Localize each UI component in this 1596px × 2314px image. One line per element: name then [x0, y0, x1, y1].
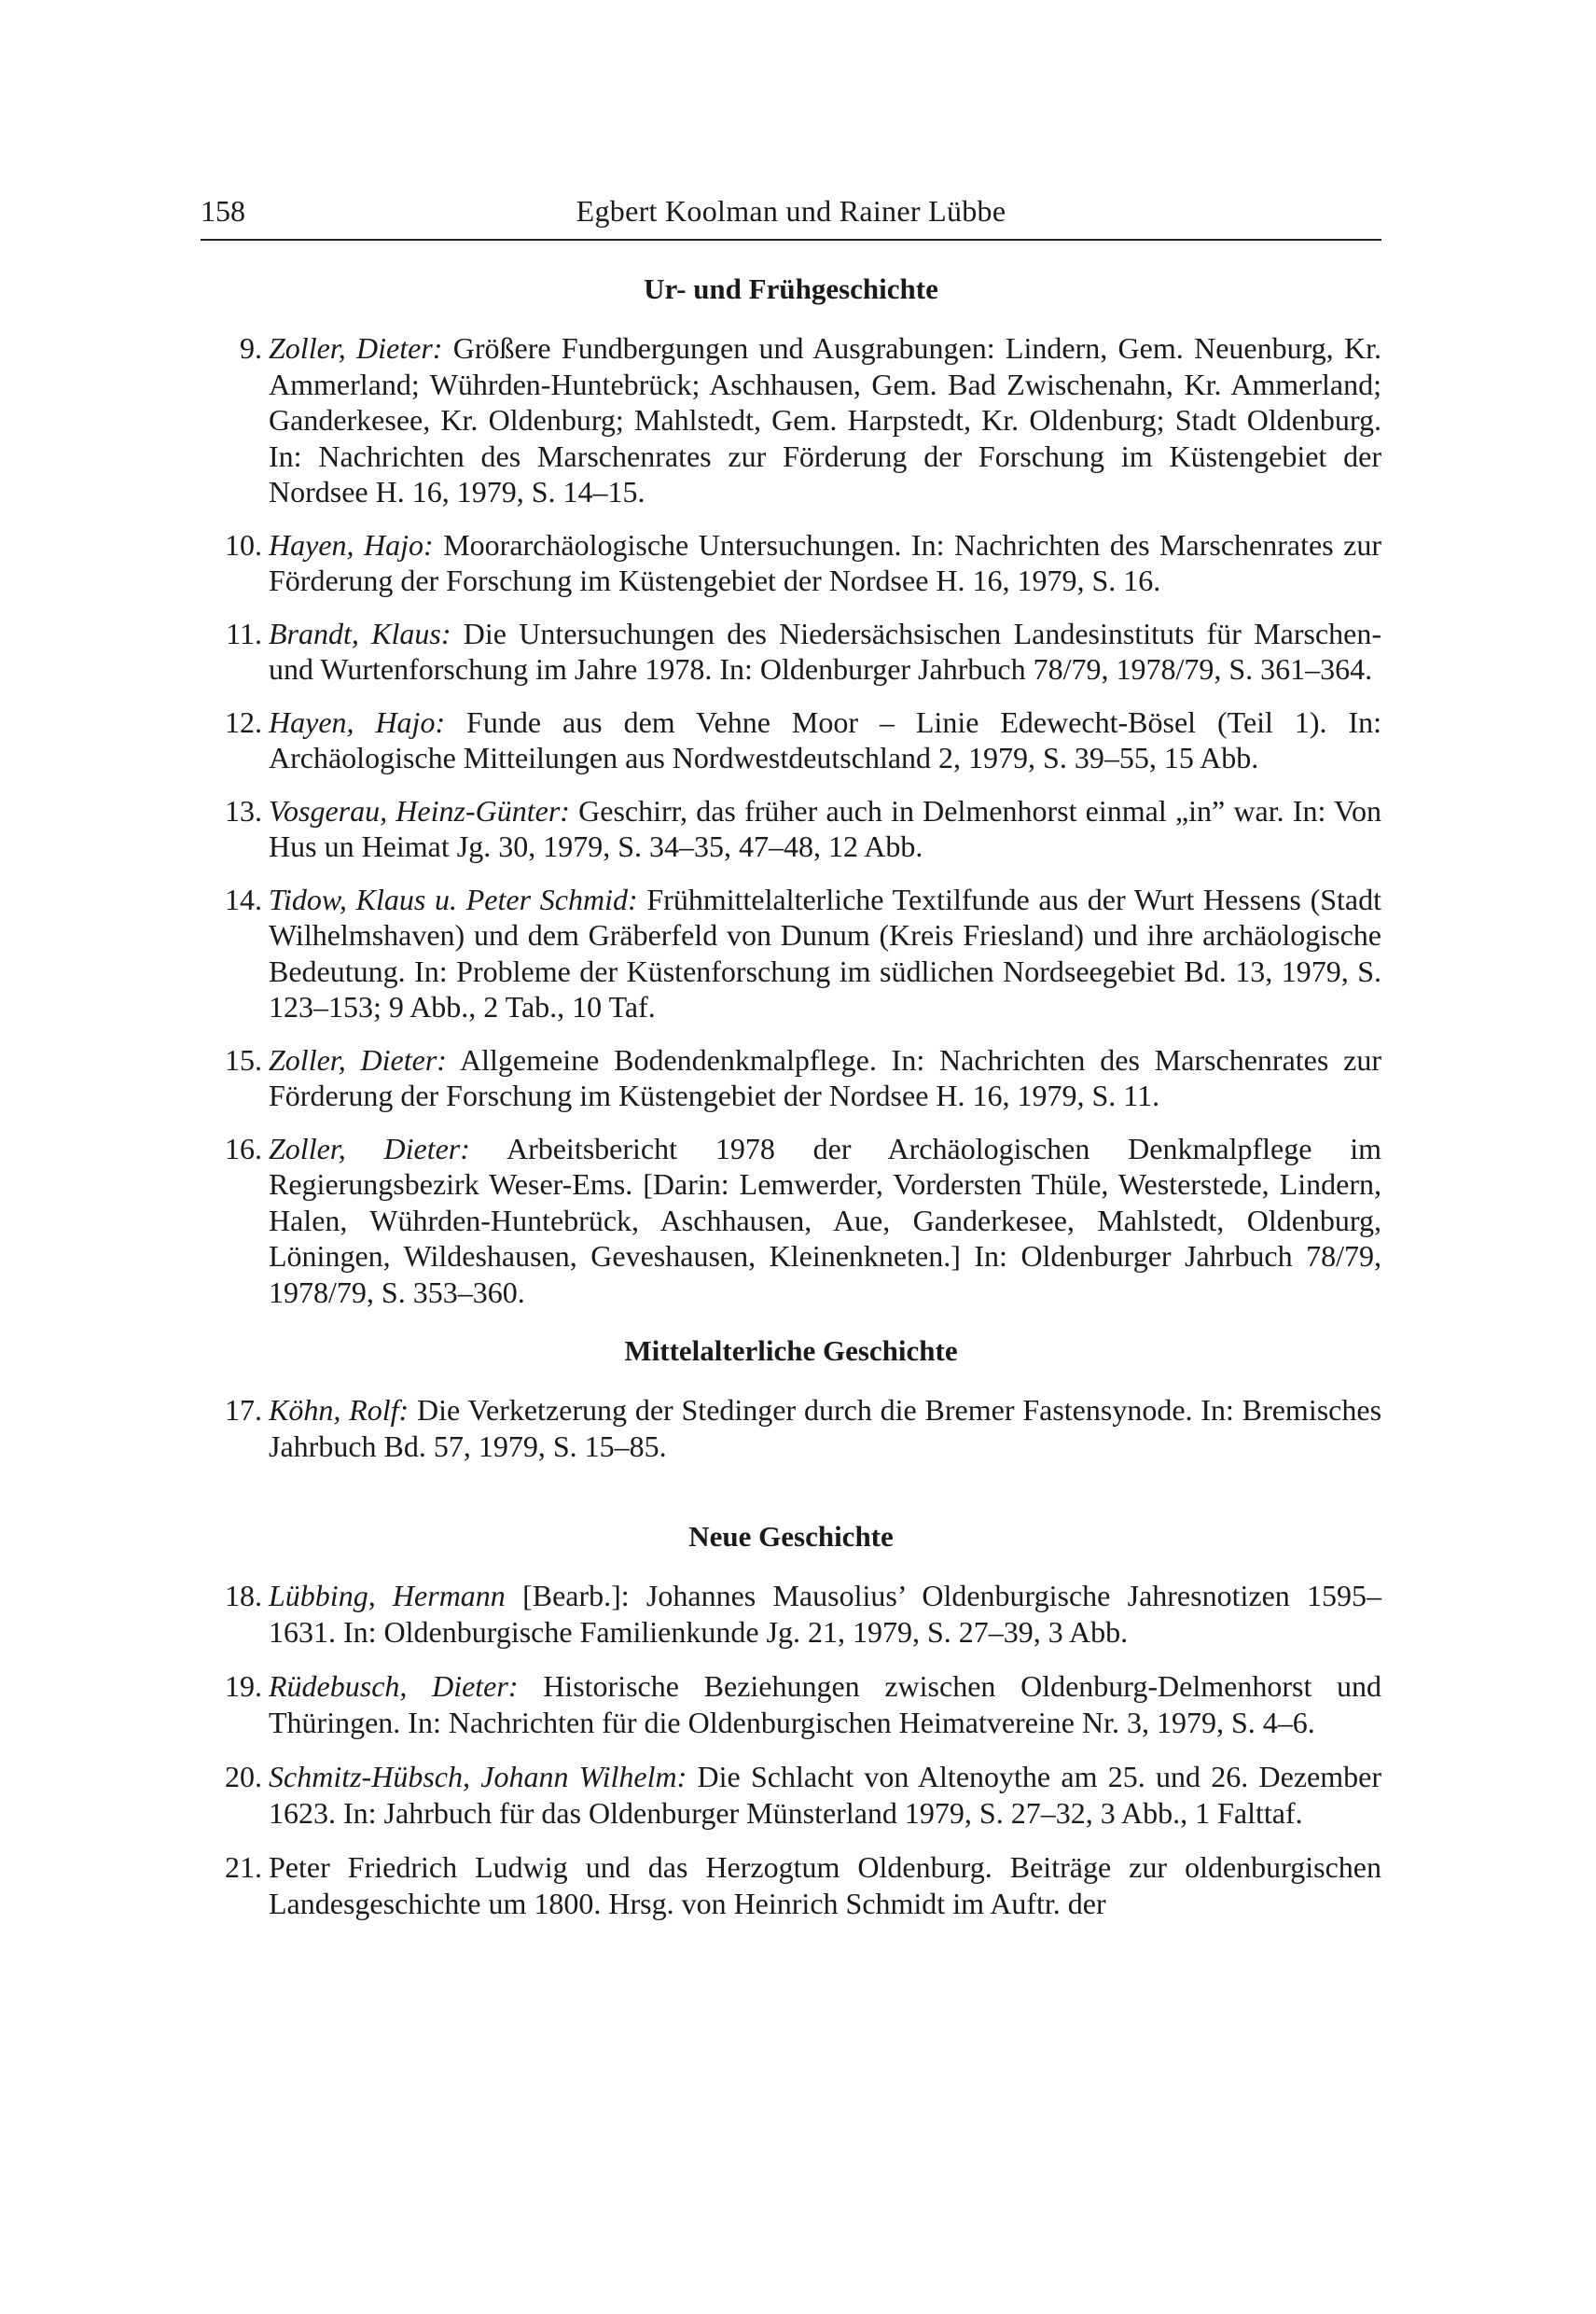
entry-text: Historische Beziehungen zwischen Oldenburg-Delmenhorst und Thüringen. In: Nachrichten für die Oldenburgischen Heimatvereine Nr. 3, 1979, S. 4–6. [269, 1669, 1382, 1739]
entry-author: Köhn, Rolf: [269, 1393, 409, 1427]
page-header [201, 192, 1381, 241]
bibliography-entry [201, 1042, 1381, 1114]
entry-author: Zoller, Dieter: [269, 1131, 470, 1165]
entry-number: 9. [240, 331, 262, 365]
entry-number: 17. [225, 1393, 262, 1427]
entry-text: Frühmittelalterliche Textilfunde aus der Wurt Hessens (Stadt Wilhelmshaven) und dem Gräberfeld von Dunum (Kreis Friesland) und ihre archäologische Bedeutung. In: Probleme der Küstenforschung im südlichen Nordseegebiet Bd. 13, 1979, S. 123–153; 9 Abb., 2 Tab., 10 Taf. [269, 882, 1382, 1024]
entry-author: Rüdebusch, Dieter: [269, 1669, 519, 1703]
bibliography-entry [201, 1668, 1381, 1740]
entry-author: Vosgerau, Heinz-Günter: [269, 793, 570, 828]
running-title: Egbert Koolman und Rainer Lübbe [576, 194, 1006, 228]
entry-text: Peter Friedrich Ludwig und das Herzogtum Oldenburg. Beiträge zur oldenburgischen Landesgeschichte um 1800. Hrsg. von Heinrich Schmidt im Auftr. der [269, 1850, 1381, 1920]
entry-text: Funde aus dem Vehne Moor – Linie Edewecht-Bösel (Teil 1). In: Archäologische Mitteilungen aus Nordwestdeutschland 2, 1979, S. 39–55, 15 Abb. [269, 704, 1382, 774]
entry-number: 13. [225, 793, 262, 828]
bibliography-entry [201, 1578, 1381, 1650]
entry-number: 14. [225, 882, 262, 916]
bibliography-entry [201, 330, 1381, 510]
bibliography-entry [201, 704, 1381, 776]
entry-number: 21. [225, 1850, 262, 1884]
entry-text: Allgemeine Bodendenkmalpflege. In: Nachrichten des Marschenrates zur Förderung der Forschung im Küstengebiet der Nordsee H. 16, 1979, S. 11. [269, 1042, 1382, 1112]
entry-text: Arbeitsbericht 1978 der Archäologischen Denkmalpflege im Regierungsbezirk Weser-Ems. [Darin: Lemwerder, Vordersten Thüle, Westerstede, Lindern, Halen, Wührden-Huntebrück, Aschhausen, Aue, Ganderkesee, Mahlstedt, Oldenburg, Löningen, Wildeshausen, Geveshausen, Kleinenkneten.] In: Oldenburger Jahrbuch 78/79, 1978/79, S. 353–360. [269, 1131, 1381, 1309]
entry-author: Zoller, Dieter: [269, 331, 443, 365]
entry-text: Größere Fundbergungen und Ausgrabungen: Lindern, Gem. Neuenburg, Kr. Ammerland; Wührden-Huntebrück; Aschhausen, Gem. Bad Zwischenahn, Kr. Ammerland; Ganderkesee, Kr. Oldenburg; Mahlstedt, Gem. Harpstedt, Kr. Oldenburg; Stadt Oldenburg. In: Nachrichten des Marschenrates zur Förderung der Forschung im Küstengebiet der Nordsee H. 16, 1979, S. 14–15. [269, 331, 1381, 509]
entry-number: 18. [225, 1579, 262, 1612]
entry-author: Tidow, Klaus u. Peter Schmid: [269, 882, 638, 916]
section-heading-medieval: Mittelalterliche Geschichte [624, 1334, 958, 1367]
entry-text: Die Untersuchungen des Niedersächsischen Landesinstituts für Marschen- und Wurtenforschung im Jahre 1978. In: Oldenburger Jahrbuch 78/79, 1978/79, S. 361–364. [269, 616, 1382, 686]
entry-author: Brandt, Klaus: [269, 616, 451, 650]
entry-number: 19. [225, 1669, 262, 1703]
entry-author: Hayen, Hajo: [269, 527, 434, 562]
entry-text: Die Verketzerung der Stedinger durch die Bremer Fastensynode. In: Bremisches Jahrbuch Bd. 57, 1979, S. 15–85. [269, 1393, 1382, 1463]
entry-author: Zoller, Dieter: [269, 1042, 447, 1077]
bibliography-entry [201, 1759, 1381, 1831]
section-heading-modern: Neue Geschichte [688, 1520, 894, 1553]
entry-number: 12. [225, 704, 262, 739]
bibliography-entry [201, 882, 1381, 1025]
entry-text: Die Schlacht von Altenoythe am 25. und 26. Dezember 1623. In: Jahrbuch für das Oldenburger Münsterland 1979, S. 27–32, 3 Abb., 1 Falttaf. [269, 1760, 1381, 1830]
entry-number: 20. [225, 1760, 262, 1793]
bibliography-entry [201, 527, 1381, 599]
bibliography-entry [201, 1849, 1381, 1921]
bibliography-entry [201, 793, 1381, 865]
entry-text: Moorarchäologische Untersuchungen. In: Nachrichten des Marschenrates zur Förderung der Forschung im Küstengebiet der Nordsee H. 16, 1979, S. 16. [269, 527, 1382, 597]
entry-number: 15. [225, 1042, 262, 1077]
entry-number: 16. [225, 1131, 262, 1165]
entry-text: [Bearb.]: Johannes Mausolius’ Oldenburgische Jahresnotizen 1595–1631. In: Oldenburgische Familienkunde Jg. 21, 1979, S. 27–39, 3 Abb. [269, 1579, 1382, 1649]
page-number: 158 [201, 194, 245, 228]
entry-author: Schmitz-Hübsch, Johann Wilhelm: [269, 1760, 687, 1793]
entry-author: Hayen, Hajo: [269, 704, 446, 739]
page-body [201, 271, 1381, 1921]
entry-number: 11. [226, 616, 262, 650]
bibliography-entry [201, 1392, 1381, 1464]
entry-text: Geschirr, das früher auch in Delmenhorst einmal „in” war. In: Von Hus un Heimat Jg. 30, 1979, S. 34–35, 47–48, 12 Abb. [269, 793, 1382, 863]
bibliography-entry [201, 616, 1381, 688]
entry-author: Lübbing, Hermann [269, 1579, 506, 1612]
section-heading-prehistory: Ur- und Frühgeschichte [644, 272, 938, 305]
bibliography-entry [201, 1131, 1381, 1311]
entry-number: 10. [225, 527, 262, 562]
